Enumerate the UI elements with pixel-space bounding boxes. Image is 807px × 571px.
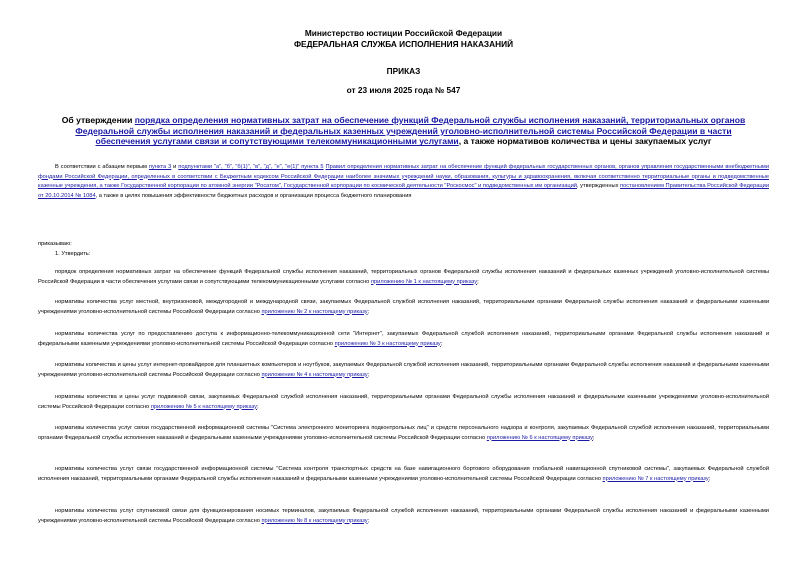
- document-title: [50, 115, 757, 147]
- list-item: [38, 507, 769, 526]
- list-item-end: ;: [367, 517, 370, 524]
- appendix-7-link[interactable]: приложению № 7 к настоящему приказу: [602, 475, 709, 482]
- list-item-end: ;: [367, 308, 370, 315]
- approve-line: 1. Утвердить:: [55, 251, 91, 257]
- list-item: [38, 268, 769, 287]
- list-item: [38, 330, 769, 349]
- title-suffix: , а также нормативов количества и цены закупаемых услуг: [458, 136, 712, 147]
- title-link[interactable]: порядка определения нормативных затрат на обеспечение функций Федеральной службы исполнения наказаний, территориальных органов Федеральной службы исполнения наказаний и федеральных казенных учреждений уголовно-исполнительной системы Российской Федерации в части обеспечения услугами связи и сопутствующими телекоммуникационными услугами: [75, 115, 746, 147]
- preamble-paragraph: [38, 163, 769, 201]
- appendix-5-link[interactable]: приложению № 5 к настоящему приказу: [150, 403, 257, 410]
- preamble-text: В соответствии с абзацем первым: [55, 164, 149, 170]
- list-item-end: ;: [256, 403, 259, 410]
- preamble-link-resolution[interactable]: постановлением Правительства Российской Федерации от 20.10.2014 № 1084: [38, 183, 770, 199]
- order-word: приказываю:: [38, 241, 72, 247]
- appendix-6-link[interactable]: приложению № 6 к настоящему приказу: [486, 434, 593, 441]
- appendix-1-link[interactable]: приложению № 1 к настоящему приказу: [370, 278, 478, 285]
- list-item-text: нормативы количества и цены услуг подвижной связи, закупаемых Федеральной службой исполнения наказаний, территориальными органами Федеральной службы исполнения наказаний и федеральными казенными учреждениями уголовно-исполнительной системы Российской Федерации согласно: [38, 394, 769, 410]
- preamble-text: , утвержденных: [576, 183, 621, 190]
- preamble-link-rules[interactable]: Правил определения нормативных затрат на обеспечение функций федеральных государственных органов, органов управления государственными внебюджетными фондами Российской Федерации, определенных в соответствии с Бюджетным кодексом Российской Федерации наиболее значимых учреждений науки, образования, культуры и здравоохранения, включая соответственно территориальные органы и подведомственные казенные учреждения, а также Государственной корпорации по атомной энергии "Росатом", Государственной корпорации по космической деятельности "Роскосмос" и подведомственных им организаций: [38, 164, 769, 190]
- list-item-end: ;: [440, 340, 443, 347]
- appendix-4-link[interactable]: приложению № 4 к настоящему приказу: [261, 371, 368, 378]
- list-item-text: нормативы количества услуг связи государственной информационной системы "Система контроля транспортных средств на базе навигационного бортового оборудования глобальной навигационной спутниковой системы", закупаемых Федеральной службой исполнения наказаний, территориальными органами Федеральной службы исполнения наказаний и федеральными казенными учреждениями уголовно-исполнительной системы Российской Федерации согласно: [38, 466, 769, 482]
- service-name: ФЕДЕРАЛЬНАЯ СЛУЖБА ИСПОЛНЕНИЯ НАКАЗАНИЙ: [293, 39, 514, 49]
- document-date-number: от 23 июля 2025 года № 547: [346, 85, 461, 95]
- list-item-text: нормативы количества услуг местной, внутризоновой, междугородной и международной связи, закупаемых Федеральной службой исполнения наказаний, территориальными органами Федеральной службы исполнения наказаний и федеральными казенными учреждениями уголовно-исполнительной системы Российской Федерации согласно: [38, 299, 769, 315]
- list-item: [38, 298, 769, 317]
- document-type: ПРИКАЗ: [386, 66, 421, 76]
- preamble-text: , а также в целях повышения эффективности бюджетных расходов и организации процесса бюджетного планирования: [95, 192, 412, 199]
- list-item-text: порядок определения нормативных затрат на обеспечение функций Федеральной службы исполнения наказаний, территориальных органов Федеральной службы исполнения наказаний и федеральных казенных учреждений уголовно-исполнительной системы Российской Федерации в части обеспечения услугами связи и сопутствующими телекоммуникационными услугами согласно: [38, 269, 769, 285]
- list-item: [38, 361, 769, 380]
- list-item: [38, 393, 769, 412]
- preamble-link-subitems[interactable]: подпунктами "а", "б", "б(1)", "в", "д", "е", "е(1)" пункта 5: [178, 164, 324, 170]
- list-item: [38, 465, 769, 484]
- list-item-text: нормативы количества услуг спутниковой связи для функционирования носимых терминалов, закупаемых Федеральной службой исполнения наказаний, территориальными органами Федеральной службы исполнения наказаний и федеральными казенными учреждениями уголовно-исполнительной системы Российской Федерации согласно: [38, 508, 769, 524]
- preamble-text: и: [171, 164, 179, 170]
- appendix-2-link[interactable]: приложению № 2 к настоящему приказу: [261, 308, 368, 315]
- list-item-text: нормативы количества услуг связи государственной информационной системы "Система электронного мониторинга подконтрольных лиц" и средств персонального надзора и контроля, закупаемых Федеральной службой исполнения наказаний, территориальными органами Федеральной службы исполнения наказаний и федеральными казенными учреждениями уголовно-исполнительной системы Российской Федерации согласно: [38, 425, 769, 441]
- list-item-text: нормативы количества услуг по предоставлению доступа к информационно-телекоммуникационной сети "Интернет", закупаемых Федеральной службой исполнения наказаний, территориальными органами Федеральной службы исполнения наказаний и федеральными казенными учреждениями уголовно-исполнительной системы Российской Федерации согласно: [38, 331, 769, 347]
- ministry-name: Министерство юстиции Российской Федерации: [304, 28, 503, 38]
- appendix-3-link[interactable]: приложению № 3 к настоящему приказу: [334, 340, 441, 347]
- list-item-end: ;: [592, 434, 595, 441]
- appendix-8-link[interactable]: приложению № 8 к настоящему приказу: [261, 517, 368, 524]
- list-item-end: ;: [708, 475, 711, 482]
- list-item-end: ;: [477, 278, 479, 285]
- list-item: [38, 424, 769, 443]
- list-item-end: ;: [367, 371, 370, 378]
- preamble-link-item3[interactable]: пункта 3: [148, 164, 172, 170]
- title-prefix: Об утверждении: [61, 115, 135, 125]
- list-item-text: нормативы количества и цены услуг интернет-провайдеров для планшетных компьютеров и ноутбуков, закупаемых Федеральной службой исполнения наказаний, территориальными органами Федеральной службы исполнения наказаний и федеральными казенными учреждениями уголовно-исполнительной системы Российской Федерации согласно: [38, 362, 769, 378]
